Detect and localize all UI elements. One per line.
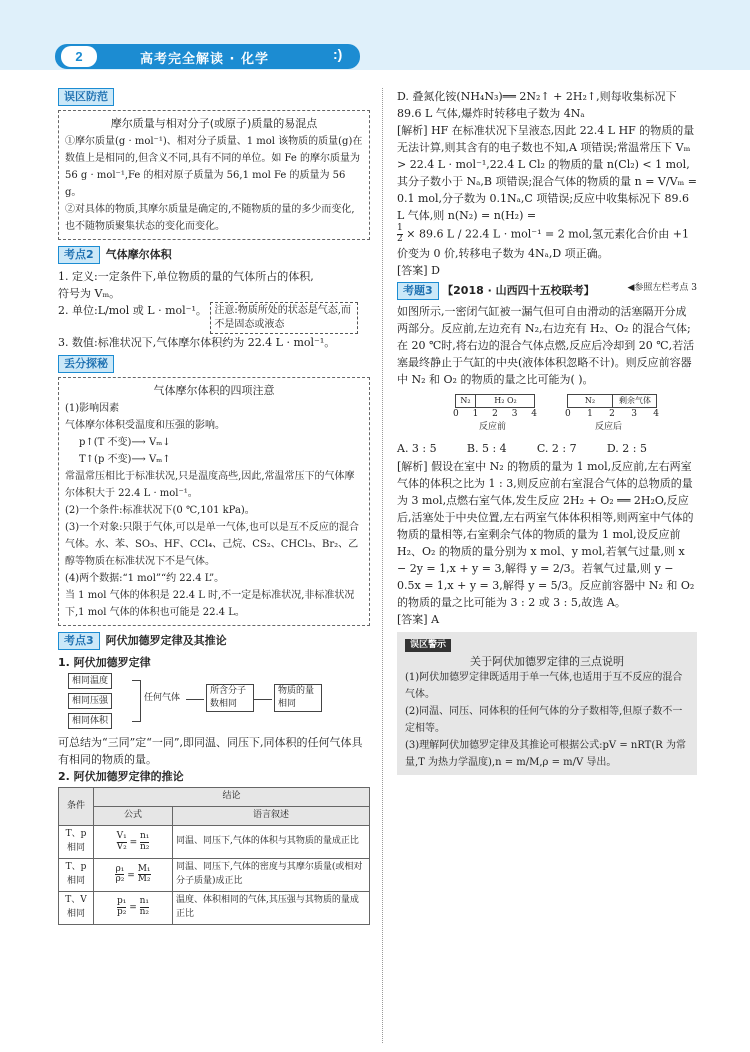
kaodian-2-title: 气体摩尔体积: [105, 248, 172, 261]
row-condition: T、V 相同: [59, 891, 94, 924]
option-b: B. 5 : 4: [466, 442, 507, 456]
definition-line: 1. 定义:一定条件下,单位物质的量的气体所占的体积,: [58, 270, 314, 283]
right-column: [397, 88, 697, 775]
tick: 0: [565, 409, 571, 420]
question-3-header: [397, 282, 697, 300]
mistake-box: [58, 110, 370, 240]
answer-2: [答案] A: [397, 612, 440, 626]
question-3-ref: ◀参照左栏考点 3: [627, 283, 697, 294]
book-title: 高考完全解读 · 化学: [140, 52, 269, 67]
question-3-label: 考题3: [397, 282, 439, 300]
kaodian-3-title: 阿伏加德罗定律及其推论: [105, 634, 227, 648]
warning-3: (3)理解阿伏加德罗定律及其推论可根据公式:pV = nRT(R 为常量,T 为热力学温度),n = m/M,ρ = m/V 导出。: [405, 740, 686, 768]
tick: 4: [653, 409, 659, 420]
diagram-same-pressure: 相同压强: [68, 693, 112, 709]
f-top2: M₁: [137, 863, 151, 874]
definition-symbol: 符号为 Vₘ。: [58, 287, 121, 301]
unit-line: [58, 302, 370, 334]
row-description: 同温、同压下,气体的密度与其摩尔质量(或相对分子质量)成正比: [173, 858, 370, 891]
tick: 1: [472, 409, 479, 420]
th-description: 语言叙述: [173, 807, 370, 826]
th-formula: 公式: [94, 807, 173, 826]
f-eq: =: [129, 903, 137, 914]
f-eq: =: [127, 870, 135, 881]
lose-box-title: 气体摩尔体积的四项注意: [153, 384, 275, 398]
f-top: ρ₁: [115, 863, 125, 874]
f-top2: n₁: [140, 830, 150, 841]
f-top2: n₁: [139, 896, 150, 907]
warning-1: (1)阿伏加德罗定律既适用于单一气体,也适用于互不反应的混合气体。: [405, 672, 683, 700]
lose-l9: 当 1 mol 气体的体积是 22.4 L 时,不一定是标准状况,非标准状况下,1 mol 气体的体积也可能是 22.4 L。: [65, 590, 355, 619]
th-condition: 条件: [59, 788, 94, 826]
f-bot2: n₂: [140, 841, 150, 852]
left-column: [58, 88, 370, 925]
inference-table: [58, 787, 370, 925]
tick: 2: [609, 409, 615, 420]
f-top: V₁: [116, 830, 127, 841]
law-heading: 1. 阿伏加德罗定律: [58, 656, 151, 670]
question-3-text: 如图所示,一密闭气缸被一漏气但可自由滑动的活塞隔开分成两部分。反应前,左边充有 N₂,右边充有 H₂、O₂ 的混合气体;在 20 ℃时,将右边的混合气体点燃,反应后冷却到 20 ℃,若活塞最终静止于气缸的中央(液体体积忽略不计)。则反应前容器中 N₂ 和 O₂ 的物质的量之比可能为( )。: [397, 305, 695, 387]
tick: 4: [531, 409, 537, 420]
table-row: [59, 826, 370, 859]
option-a: A. 3 : 5: [397, 442, 437, 456]
row-condition: T、p 相同: [59, 858, 94, 891]
avogadro-diagram: [68, 673, 370, 731]
tick: 3: [511, 409, 518, 420]
mistake-p2: ②对具体的物质,其摩尔质量是确定的,不随物质的量的多少而变化,也不随物质聚集状态的变化而变化。: [65, 204, 355, 232]
f-bot: p₂: [116, 907, 127, 918]
diagram-same-amount: 物质的量相同: [274, 684, 322, 712]
row-formula: [94, 826, 173, 859]
diagram-same-molecules: 所含分子数相同: [206, 684, 254, 712]
lose-l1: (1)影响因素: [65, 403, 120, 415]
tick: 0: [453, 409, 459, 420]
law-summary: 可总结为“三同”定“一同”,即同温、同压下,同体积的任何气体具有相同的物质的量。: [58, 736, 363, 767]
page-number: 2: [61, 46, 97, 67]
lose-l4: T↑(p 不变)⟶ Vₘ↑: [79, 454, 171, 466]
column-divider: [382, 88, 383, 1043]
row-description: 同温、同压下,气体的体积与其物质的量成正比: [173, 826, 370, 859]
analysis-1-cont: $\frac{1}{2}$ × 89.6 L / 22.4 L · mol⁻¹ = 2 mol,氢元素化合价由 +1 价变为 0 价,转移电子数为 4Nₐ,D 项正确。: [397, 223, 689, 261]
label-after: 反应后: [595, 422, 623, 433]
analysis-2: [解析] 假设在室中 N₂ 的物质的量为 1 mol,反应前,左右两室气体的体积之比为 1 : 3,则反应前右室混合气体的总物质的量为 3 mol,点燃右室气体,发生反应 2H₂ + O₂ ══ 2H₂O,反应后,活塞处于中央位置,左右两室气体体积相等,则两室中气体的物质的量相等,右室剩余气体的物质的量为 1 mol,设反应前 H₂、O₂ 的物质的量分别为 x mol、y mol,若氧气过量,则 x − 2y = 1,x + y = 3,解得 y = 2/3。若氧气过量,则 y − 0.5x = 1,x + y = 3,解得 y = 5/3。反应前容器中 N₂ 和 O₂ 的物质的量之比可能为 3 : 2 或 3 : 5,故选 A。: [397, 459, 695, 609]
question-3-source: 【2018 · 山西四十五校联考】: [442, 284, 595, 298]
seg-n2-after: N₂: [584, 396, 596, 406]
cylinder-after: [567, 394, 657, 408]
seg-remain: 剩余气体: [612, 395, 657, 407]
lose-l7: (3)一个对象:只限于气体,可以是单一气体,也可以是互不反应的混合气体。水、苯、SO₃、HF、CCl₄、己烷、CS₂、CHCl₃、Br₂、乙醇等物质在标准状况下不是气体。: [65, 522, 359, 568]
answer-1: [答案] D: [397, 264, 440, 278]
cylinder-figure: [397, 392, 697, 436]
diagram-arrow-1: [186, 699, 204, 700]
header-dots: :): [333, 46, 343, 62]
kaodian-2-label: 考点2: [58, 246, 100, 264]
analysis-1b: × 89.6 L / 22.4 L · mol⁻¹ = 2 mol,氢元素化合价由 +1 价变为 0 价,转移电子数为 4Nₐ,D 项正确。: [397, 227, 689, 261]
page-header: [0, 0, 750, 70]
mistake-tag: 误区防范: [58, 88, 114, 106]
f-bot2: M₂: [137, 874, 151, 885]
analysis-1: [解析] HF 在标准状况下呈液态,因此 22.4 L HF 的物质的量无法计算,则其含有的电子数也不知,A 项错误;常温常压下 Vₘ > 22.4 L · mol⁻¹,22.4 L Cl₂ 的物质的量 n(Cl₂) < 1 mol,其分子数小于 Nₐ,B 项错误;混合气体的物质的量 n = V/Vₘ = 0.1 mol,分子数为 0.1Nₐ,C 项错误;反应中收集标况下 89.6 L 气体,则 n(N₂) = n(H₂) =: [397, 124, 697, 223]
diagram-same-volume: 相同体积: [68, 713, 112, 729]
diagram-brace: [132, 680, 141, 722]
ticks-after: [565, 408, 659, 422]
row-condition: T、p 相同: [59, 826, 94, 859]
ticks-before: [453, 408, 537, 422]
options-row: [397, 440, 647, 457]
inference-heading: 2. 阿伏加德罗定律的推论: [58, 770, 184, 784]
table-row: [59, 891, 370, 924]
th-conclusion: 结论: [94, 788, 370, 807]
table-row: [59, 858, 370, 891]
diagram-arrow-2: [254, 699, 272, 700]
f-eq: =: [129, 837, 138, 848]
option-d: D. 2 : 5: [606, 442, 647, 456]
kaodian-3-label: 考点3: [58, 632, 100, 650]
unit-note: 注意:物质所处的状态是气态,而不是固态或液态: [210, 302, 358, 334]
mistake-p1: ①摩尔质量(g · mol⁻¹)、相对分子质量、1 mol 该物质的质量(g)在数值上是相同的,但含义不同,具有不同的单位。如 Fe 的摩尔质量为 56 g · mol⁻¹,Fe 的相对原子质量为 56,1 mol Fe 的质量为 56 g。: [65, 136, 363, 198]
warning-title: 关于阿伏加德罗定律的三点说明: [470, 655, 624, 668]
tick: 1: [587, 409, 593, 420]
warning-2: (2)同温、同压、同体积的任何气体的分子数相等,但原子数不一定相等。: [405, 706, 683, 734]
f-bot: ρ₂: [115, 874, 125, 885]
mistake-box-title: 摩尔质量与相对分子(或原子)质量的易混点: [110, 117, 318, 130]
diagram-same-temp: 相同温度: [68, 673, 112, 689]
lose-l2: 气体摩尔体积受温度和压强的影响。: [65, 420, 225, 432]
kaodian-2-heading: [58, 246, 370, 264]
row-formula: [94, 858, 173, 891]
option-d-text: D. 叠氮化铵(NH₄N₃)══ 2N₂↑ + 2H₂↑,则每收集标况下 89.6 L 气体,爆炸时转移电子数为 4Nₐ: [397, 90, 677, 121]
warning-box: [397, 632, 697, 775]
f-bot: V₂: [116, 841, 127, 852]
tick: 2: [492, 409, 498, 420]
f-top: p₁: [116, 896, 127, 907]
label-before: 反应前: [479, 422, 507, 433]
lose-l3: p↑(T 不变)⟶ Vₘ↓: [79, 437, 171, 449]
value-line: 3. 数值:标准状况下,气体摩尔体积约为 22.4 L · mol⁻¹。: [58, 336, 336, 350]
f-bot2: n₂: [139, 907, 150, 918]
diagram-any-gas: 任何气体: [144, 693, 181, 704]
row-description: 温度、体积相同的气体,其压强与其物质的量成正比: [173, 891, 370, 924]
kaodian-3-heading: [58, 632, 370, 650]
lose-l6: (2)一个条件:标准状况下(0 ℃,101 kPa)。: [65, 505, 255, 517]
seg-h2o2: H₂ O₂: [475, 395, 535, 407]
cylinder-before: [455, 394, 535, 408]
tick: 3: [631, 409, 637, 420]
lose-box: [58, 377, 370, 626]
seg-n2: N₂: [460, 396, 471, 406]
lose-l5: 常温常压相比于标准状况,只是温度高些,因此,常温常压下的气体摩尔体积大于 22.4 L · mol⁻¹。: [65, 471, 355, 500]
unit-text: 2. 单位:L/mol 或 L · mol⁻¹。: [58, 304, 207, 318]
option-c: C. 2 : 7: [536, 442, 577, 456]
lose-l8: (4)两个数据:“1 mol”“约 22.4 L”。: [65, 573, 225, 585]
lose-tag: 丢分探秘: [58, 355, 114, 373]
row-formula: [94, 891, 173, 924]
warning-tag: 误区警示: [405, 639, 451, 652]
